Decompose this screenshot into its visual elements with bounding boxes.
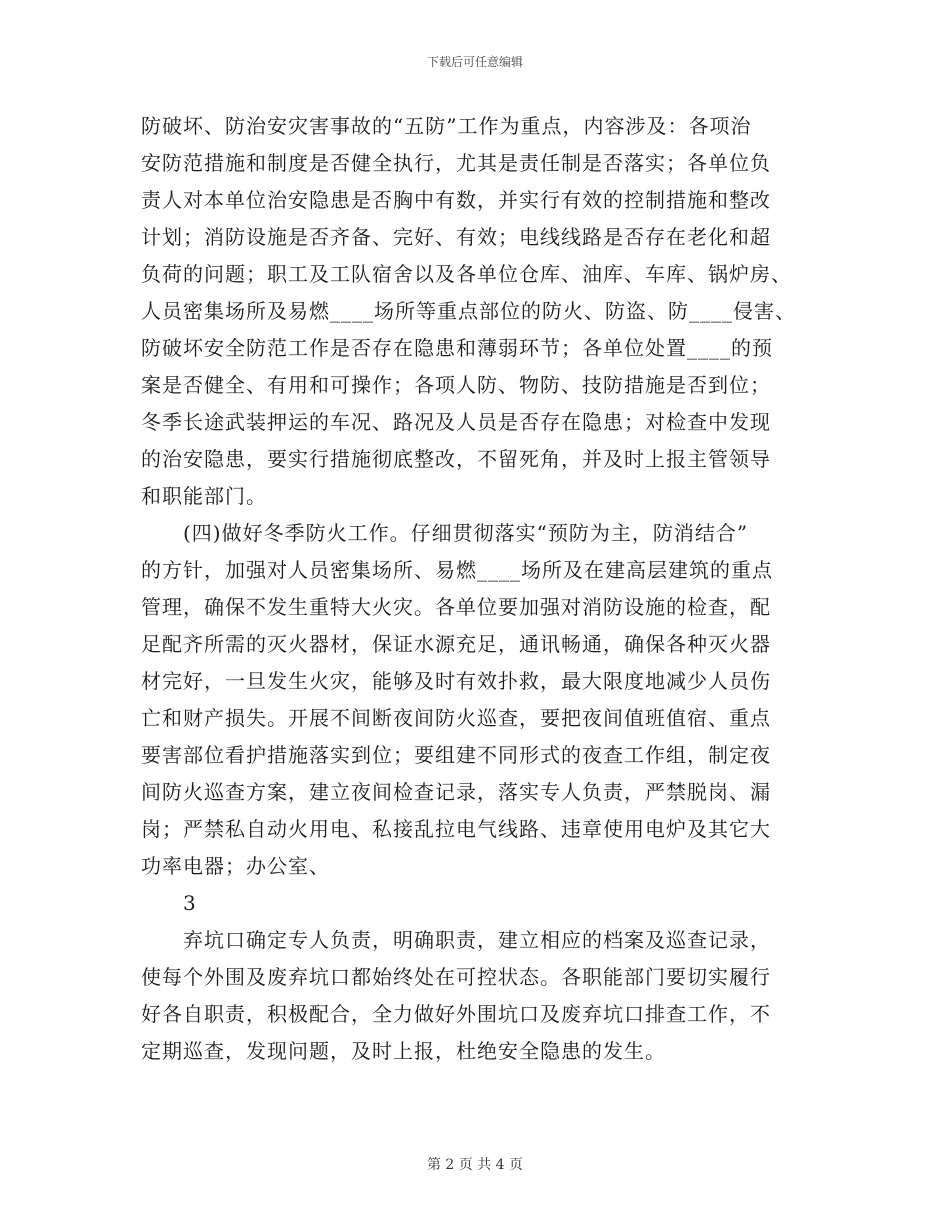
text-line: 亡和财产损失。开展不间断夜间防火巡查，要把夜间值班值宿、重点 <box>141 706 771 730</box>
text-line: 人员密集场所及易燃____场所等重点部位的防火、防盗、防____侵害、 <box>141 299 796 323</box>
text-line: 好各自职责，积极配合，全力做好外围坑口及废弃坑口排查工作，不 <box>141 1002 771 1026</box>
text-line: 冬季长途武装押运的车况、路况及人员是否存在隐患；对检查中发现 <box>141 410 771 434</box>
page-header: 下载后可任意编辑 <box>426 55 523 69</box>
text-line: 和职能部门。 <box>141 484 267 508</box>
text-line: 案是否健全、有用和可操作；各项人防、物防、技防措施是否到位； <box>141 373 771 397</box>
text-line: 足配齐所需的灭火器材，保证水源充足，通讯畅通，确保各种灭火器 <box>141 632 771 656</box>
text-line: 间防火巡查方案，建立夜间检查记录，落实专人负责，严禁脱岗、漏 <box>141 780 771 804</box>
text-line: 管理，确保不发生重特大火灾。各单位要加强对消防设施的检查，配 <box>141 595 771 619</box>
text-line: 功率电器；办公室、 <box>141 854 330 878</box>
text-line: 的方针，加强对人员密集场所、易燃____场所及在建高层建筑的重点 <box>141 558 773 582</box>
text-line: 弃坑口确定专人负责，明确职责，建立相应的档案及巡查记录， <box>141 928 771 952</box>
text-line: 使每个外围及废弃坑口都始终处在可控状态。各职能部门要切实履行 <box>141 965 771 989</box>
text-line: 岗；严禁私自动火用电、私接乱拉电气线路、违章使用电炉及其它大 <box>141 817 771 841</box>
text-line: 安防范措施和制度是否健全执行，尤其是责任制是否落实；各单位负 <box>141 151 771 175</box>
page-number-inline: 3 <box>141 891 197 915</box>
text-line: 定期巡查，发现问题，及时上报，杜绝安全隐患的发生。 <box>141 1039 666 1063</box>
text-line: 责人对本单位治安隐患是否胸中有数，并实行有效的控制措施和整改 <box>141 188 771 212</box>
text-line: 的治安隐患，要实行措施彻底整改，不留死角，并及时上报主管领导 <box>141 447 771 471</box>
text-line: 计划；消防设施是否齐备、完好、有效；电线线路是否存在老化和超 <box>141 225 771 249</box>
text-line: 材完好，一旦发生火灾，能够及时有效扑救，最大限度地减少人员伤 <box>141 669 771 693</box>
text-line: 要害部位看护措施落实到位；要组建不同形式的夜查工作组，制定夜 <box>141 743 771 767</box>
text-line: 防破坏、防治安灾害事故的“五防”工作为重点，内容涉及：各项治 <box>141 114 752 138</box>
page-footer: 第 2 页 共 4 页 <box>426 1157 524 1173</box>
text-line: 负荷的问题；职工及工队宿舍以及各单位仓库、油库、车库、锅炉房、 <box>141 262 792 286</box>
text-line: 防破坏安全防范工作是否存在隐患和薄弱环节；各单位处置____的预 <box>141 336 773 360</box>
text-line: (四)做好冬季防火工作。仔细贯彻落实“预防为主，防消结合” <box>141 521 749 545</box>
document-body <box>141 108 816 1070</box>
